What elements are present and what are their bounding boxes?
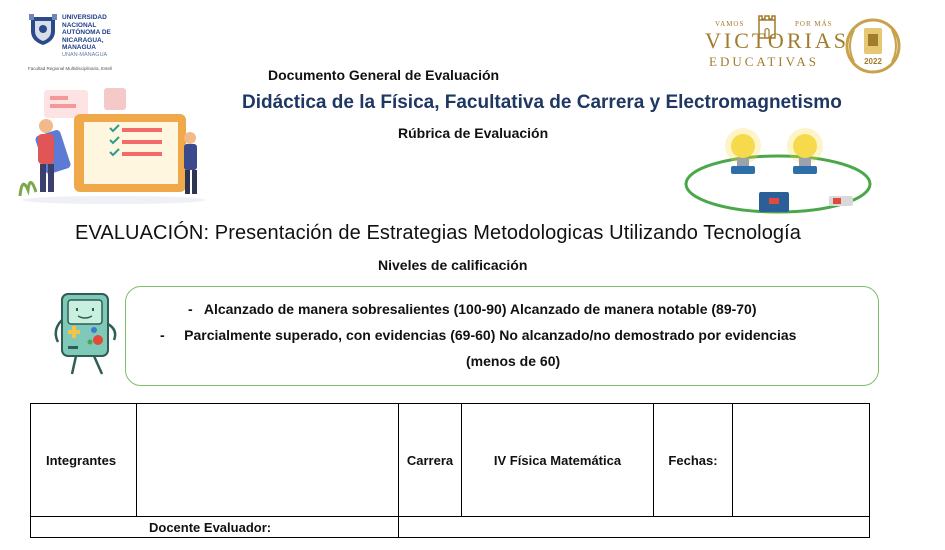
dates-value[interactable]	[733, 404, 870, 517]
victorias-educativas-logo	[705, 16, 849, 74]
evaluation-title: EVALUACIÓN: Presentación de Estrategias Metodologicas Utilizando Tecnología	[75, 222, 802, 244]
table-row	[31, 404, 870, 517]
unan-line: MANAGUA	[62, 44, 96, 51]
levels-title: Niveles de calificación	[378, 257, 528, 273]
unan-shield-icon	[28, 14, 58, 46]
members-value[interactable]	[137, 404, 399, 517]
unan-city: UNAN-MANAGUA	[62, 52, 108, 58]
level-line-2	[160, 327, 796, 343]
victorias-sub: EDUCATIVAS	[709, 54, 819, 69]
unan-line: UNIVERSIDAD	[62, 14, 107, 21]
bullet: -	[188, 301, 193, 317]
rubric-title: Rúbrica de Evaluación	[398, 125, 549, 141]
career-value: IV Física Matemática	[462, 404, 654, 517]
circuit-illustration	[683, 124, 873, 216]
checklist-illustration	[14, 84, 214, 206]
unan-faculty: Facultad Regional Multidisciplinaria, Estelí	[28, 66, 113, 71]
unan-line: AUTÓNOMA DE	[62, 29, 111, 36]
grading-levels-box	[125, 286, 879, 386]
members-label: Integrantes	[31, 404, 137, 517]
unan-line: NICARAGUA,	[62, 36, 104, 44]
document-title: Documento General de Evaluación	[268, 67, 500, 83]
victorias-top-right: POR MÁS	[795, 20, 833, 28]
seal-year: 2022	[864, 57, 882, 66]
level-text: Alcanzado de manera sobresalientes (100-90) Alcanzado de manera notable (89-70)	[203, 301, 757, 317]
table-row	[31, 517, 870, 538]
victorias-top-left: VAMOS	[715, 20, 745, 28]
unan-logo	[28, 14, 148, 71]
dates-label: Fechas:	[654, 404, 733, 517]
teacher-label: Docente Evaluador:	[31, 517, 399, 538]
robot-icon	[52, 290, 128, 384]
unan-line: NACIONAL	[62, 21, 97, 29]
career-label: Carrera	[399, 404, 462, 517]
level-line-3: (menos de 60)	[466, 353, 561, 369]
unan-name	[62, 14, 148, 52]
level-text: Parcialmente superado, con evidencias (69-60) No alcanzado/no demostrado por evidencias	[184, 327, 797, 343]
teacher-value[interactable]	[399, 517, 870, 538]
evaluation-table	[30, 403, 870, 538]
bullet: -	[160, 327, 165, 343]
anniversary-seal-icon	[840, 12, 906, 78]
course-title: Didáctica de la Física, Facultativa de Carrera y Electromagnetismo	[242, 92, 842, 113]
level-line-1	[188, 301, 757, 317]
victorias-main: VICTORIAS	[705, 28, 849, 53]
